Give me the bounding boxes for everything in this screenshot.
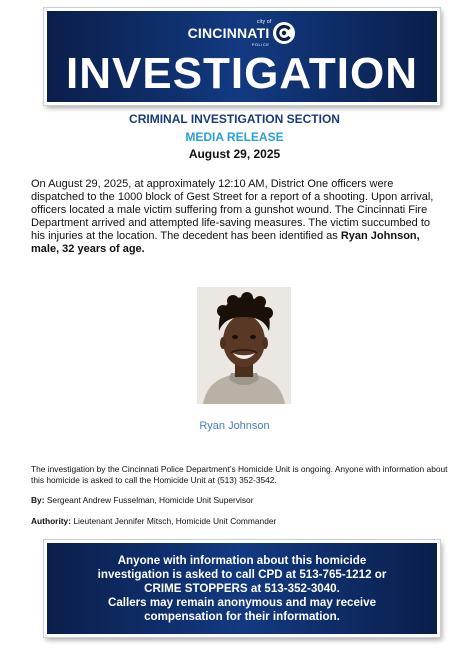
- incident-paragraph: [31, 178, 445, 256]
- logo-wordmark: [187, 19, 272, 47]
- media-release-label: MEDIA RELEASE: [185, 130, 284, 144]
- section-title: CRIMINAL INVESTIGATION SECTION: [129, 112, 340, 126]
- cincinnati-police-logo: [47, 21, 437, 45]
- authority-label: Authority:: [31, 516, 72, 526]
- cincinnati-c-logo-icon: [272, 21, 296, 45]
- banner-title: INVESTIGATION: [66, 49, 418, 98]
- incident-text: On August 29, 2025, at approximately 12:10 AM, District One officers were dispatched to the 1000 block of Gest Street for a report of a shooting. Upon arrival, officers located a male victim suffering from a gunshot wound. The Cincinnati Fire Department arrived and attempted life-saving measures. The victim succumbed to his injuries at the location. The decedent has been identified as: [31, 178, 434, 242]
- photo-caption: Ryan Johnson: [199, 420, 270, 432]
- byline-label: By:: [31, 495, 45, 505]
- logo-city-of: city of: [256, 19, 272, 25]
- tip-line-2: investigation is asked to call CPD at 513-765-1212 or: [97, 567, 387, 581]
- release-date: August 29, 2025: [188, 147, 281, 161]
- victim-photo: [197, 287, 291, 404]
- authority-value: Lieutenant Jennifer Mitsch, Homicide Unit Commander: [71, 516, 277, 526]
- authority-line: [31, 516, 276, 526]
- tip-line-1: Anyone with information about this homicide: [117, 553, 367, 567]
- byline: [31, 495, 254, 505]
- tip-line-banner: [44, 540, 440, 637]
- byline-value: Sergeant Andrew Fusselman, Homicide Unit Supervisor: [44, 495, 254, 505]
- logo-police: POLICE: [251, 42, 270, 47]
- victim-identity: Ryan Johnson, male, 32 years of age.: [31, 230, 420, 255]
- investigation-ongoing-note: The investigation by the Cincinnati Police Department’s Homicide Unit is ongoing. Anyone with information about this homicide is asked to call the Homicide Unit at (513) 352-3542.: [31, 464, 448, 485]
- logo-city-name: CINCINNATI: [187, 25, 270, 41]
- investigation-banner: [44, 8, 440, 105]
- tip-line-4: Callers may remain anonymous and may receive: [107, 595, 377, 609]
- tip-line-3: CRIME STOPPERS at 513-352-3040.: [144, 581, 340, 595]
- tip-line-5: compensation for their information.: [144, 609, 340, 623]
